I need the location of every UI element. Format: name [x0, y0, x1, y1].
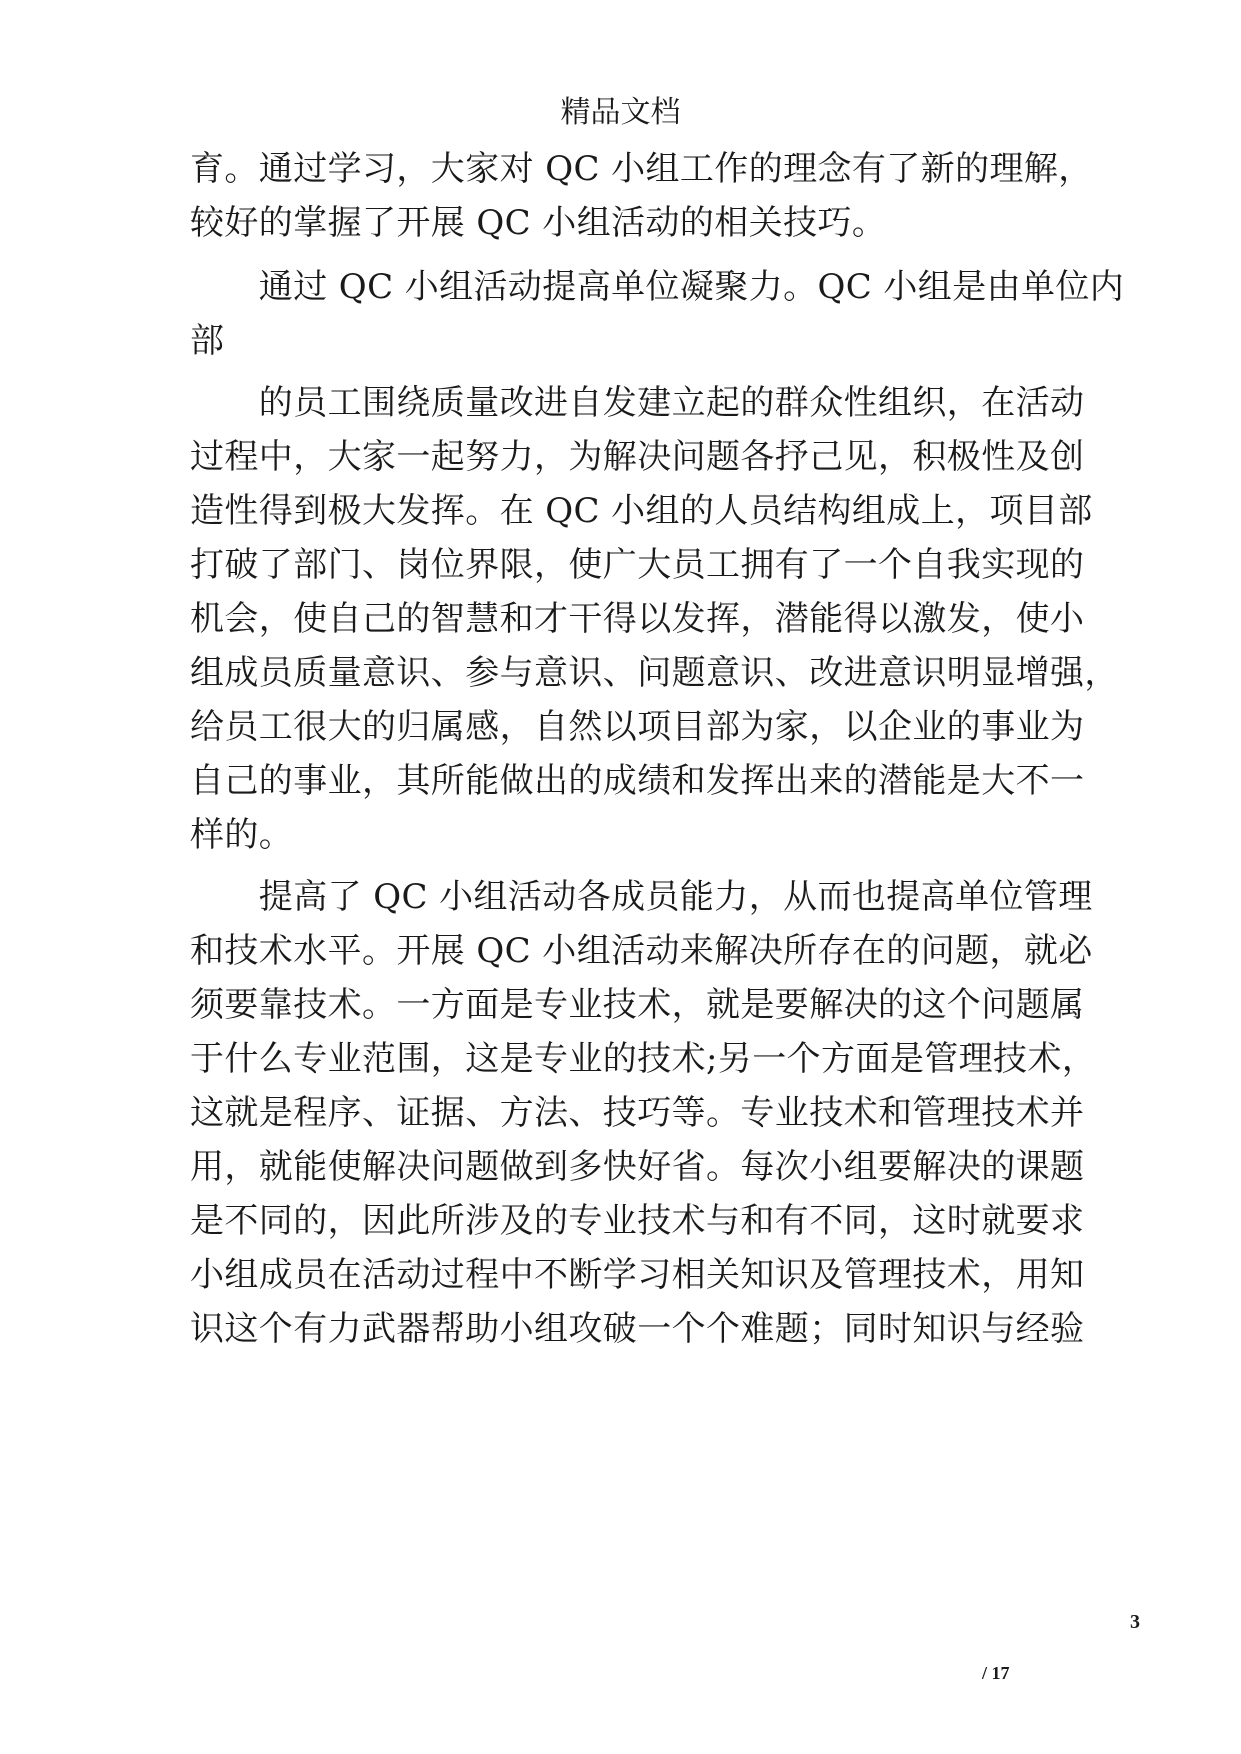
body-line: 于什么专业范围，这是专业的技术;另一个方面是管理技术，: [190, 1039, 1097, 1079]
body-line: 和技术水平。开展 QC 小组活动来解决所存在的问题，就必: [190, 931, 1093, 971]
body-line: 较好的掌握了开展 QC 小组活动的相关技巧。: [190, 203, 887, 243]
body-line: 机会，使自己的智慧和才干得以发挥，潜能得以激发，使小: [190, 599, 1085, 639]
body-line: 过程中，大家一起努力，为解决问题各抒己见，积极性及创: [190, 437, 1085, 477]
body-line: 用，就能使解决问题做到多快好省。每次小组要解决的课题: [190, 1147, 1085, 1187]
body-line: 这就是程序、证据、方法、技巧等。专业技术和管理技术并: [190, 1093, 1085, 1133]
body-line: 的员工围绕质量改进自发建立起的群众性组织，在活动: [190, 383, 1085, 423]
body-line: 是不同的，因此所涉及的专业技术与和有不同，这时就要求: [190, 1201, 1085, 1241]
page-header-title: 精品文档: [560, 95, 681, 130]
body-line: 打破了部门、岗位界限，使广大员工拥有了一个自我实现的: [190, 545, 1085, 585]
body-line: 提高了 QC 小组活动各成员能力，从而也提高单位管理: [190, 877, 1093, 917]
body-line: 自己的事业，其所能做出的成绩和发挥出来的潜能是大不一: [190, 761, 1085, 801]
body-line: 给员工很大的归属感，自然以项目部为家，以企业的事业为: [190, 707, 1085, 747]
body-line: 育。通过学习，大家对 QC 小组工作的理念有了新的理解，: [190, 149, 1093, 189]
body-line: 识这个有力武器帮助小组攻破一个个难题；同时知识与经验: [190, 1309, 1085, 1349]
body-line: 样的。: [190, 815, 294, 855]
body-line: 须要靠技术。一方面是专业技术，就是要解决的这个问题属: [190, 985, 1085, 1025]
page-number: 3: [1130, 1611, 1140, 1633]
page-total: / 17: [982, 1663, 1010, 1683]
body-line: 组成员质量意识、参与意识、问题意识、改进意识明显增强，: [190, 653, 1119, 693]
body-line: 通过 QC 小组活动提高单位凝聚力。QC 小组是由单位内: [190, 267, 1125, 307]
body-line: 部: [190, 321, 225, 361]
body-line: 造性得到极大发挥。在 QC 小组的人员结构组成上，项目部: [190, 491, 1093, 531]
body-line: 小组成员在活动过程中不断学习相关知识及管理技术，用知: [190, 1255, 1085, 1295]
